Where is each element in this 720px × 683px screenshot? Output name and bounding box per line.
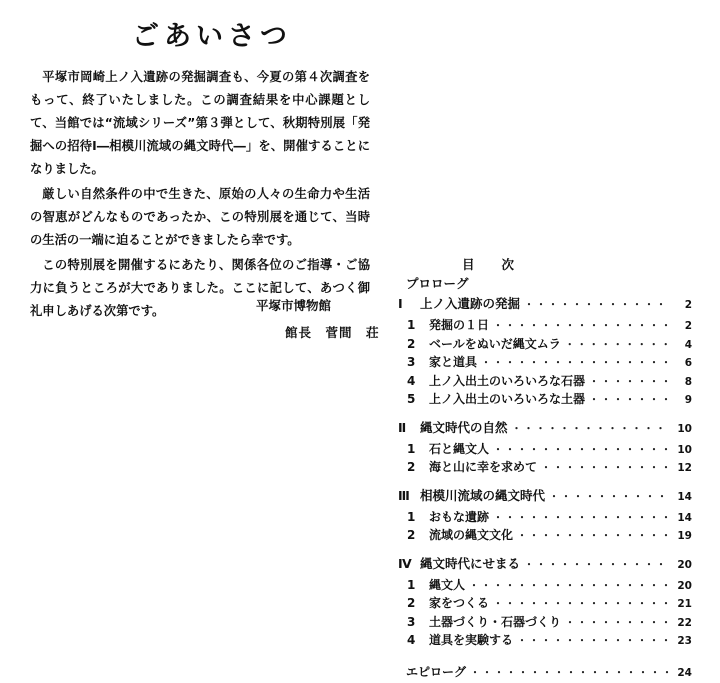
toc-chapter[interactable] — [398, 554, 692, 576]
toc-section[interactable] — [398, 613, 692, 632]
dot-leader — [493, 441, 671, 456]
toc-entry-number: 3 — [407, 355, 416, 369]
toc-entry-title: 上ノ入出土のいろいろな土器 — [429, 392, 586, 406]
toc-entry-title: 縄文人 — [429, 577, 466, 592]
dot-leader — [517, 632, 671, 647]
toc-entry-number: 2 — [407, 460, 416, 474]
toc-section[interactable] — [398, 440, 692, 459]
toc-entry-number: Ⅱ — [398, 419, 407, 435]
toc-entry-page: 10 — [677, 443, 692, 456]
toc-gap — [398, 409, 692, 418]
dot-leader — [512, 420, 671, 435]
toc-entry-number: Ⅰ — [398, 296, 403, 311]
toc-entries — [398, 274, 692, 683]
dot-leader — [517, 527, 671, 542]
toc-entry-page: 14 — [677, 490, 692, 503]
toc-entry-number: Ⅳ — [398, 555, 412, 571]
greeting-paragraph: この特別展を開催するにあたり、関係各位のご指導・ご協力に負うところが大でありました。ここに記して、あつく御礼申しあげる次第です。 — [30, 258, 370, 318]
toc-section[interactable] — [398, 353, 692, 372]
toc-entry-page: 8 — [684, 375, 692, 388]
dot-leader — [493, 509, 671, 524]
dot-leader — [549, 488, 671, 503]
toc-section[interactable] — [398, 594, 692, 613]
signature-person: 館長 菅間 荘 — [285, 325, 380, 340]
toc-entry-page: 21 — [677, 598, 692, 610]
toc-chapter[interactable] — [398, 486, 692, 508]
toc-entry-page: 19 — [677, 530, 692, 542]
dot-leader — [481, 354, 671, 369]
dot-leader — [493, 595, 671, 610]
toc-entry-number: 2 — [407, 336, 416, 351]
toc-entry-page: 14 — [677, 511, 692, 524]
toc-entry-title: エピローグ — [406, 664, 467, 679]
toc-entry-title: 縄文時代にせまる — [420, 555, 521, 571]
toc-section[interactable] — [398, 576, 692, 595]
toc-entry-title: おもな遺跡 — [429, 509, 490, 524]
toc-entry-title: 家と道具 — [429, 355, 478, 369]
toc-entry-title: 土器づくり・石器づくり — [429, 614, 562, 629]
dot-leader — [565, 336, 671, 351]
toc-entry-number: 1 — [407, 318, 416, 332]
toc-entry-title: 上ノ入遺跡の発掘 — [420, 296, 521, 311]
dot-leader — [493, 317, 671, 332]
toc-entry-title: 石と縄文人 — [429, 441, 490, 456]
toc-chapter[interactable] — [398, 418, 692, 440]
toc-entry-number: 4 — [407, 633, 416, 647]
toc-gap — [398, 650, 692, 659]
dot-leader — [524, 296, 671, 311]
greeting-paragraph: 平塚市岡崎上ノ入遺跡の発掘調査も、今夏の第４次調査をもって、終了いたしました。この調査結果を中心課題として、当館では“流域シリーズ”第３弾として、秋期特別展「発掘への招待Ⅰ―相模川流域の縄文時代―」を、開催することになりました。 — [30, 70, 370, 176]
dot-leader — [469, 577, 671, 592]
toc-entry-number: 2 — [407, 596, 416, 610]
toc-heading: 目次 — [462, 257, 542, 272]
toc-entry-page: 4 — [684, 338, 692, 351]
toc-entry-title: 流域の縄文文化 — [429, 528, 514, 542]
dot-leader — [589, 373, 671, 388]
toc-entry-title: 発掘の１日 — [429, 318, 490, 332]
toc-entry-page: 22 — [677, 616, 692, 629]
toc-section[interactable] — [398, 458, 692, 477]
toc-entry-page: 2 — [684, 299, 692, 311]
toc-chapter[interactable] — [398, 294, 692, 316]
signature-organization: 平塚市博物館 — [256, 298, 332, 313]
toc-section[interactable] — [398, 335, 692, 354]
toc-entry-number: 4 — [407, 373, 416, 388]
toc-entry-page: 9 — [684, 394, 692, 406]
dot-leader — [565, 614, 671, 629]
toc-entry-title: 相模川流域の縄文時代 — [420, 487, 546, 503]
toc-epilogue[interactable] — [398, 663, 692, 683]
dot-leader — [541, 459, 671, 474]
greeting-paragraph: 厳しい自然条件の中で生きた、原始の人々の生命力や生活の智恵がどんなものであったか、この特別展を通じて、当時の生活の一端に迫ることができましたら幸です。 — [30, 187, 370, 247]
toc-section[interactable] — [398, 372, 692, 391]
dot-leader — [589, 391, 671, 406]
toc-entry-page: 6 — [684, 357, 692, 369]
toc-entry-page: 23 — [677, 635, 692, 647]
toc-entry-number: 5 — [407, 392, 416, 406]
toc-entry-title: 上ノ入出土のいろいろな石器 — [429, 373, 586, 388]
greeting-title: ごあいさつ — [132, 21, 292, 52]
toc-section[interactable] — [398, 316, 692, 335]
toc-entry-title: 縄文時代の自然 — [420, 419, 508, 435]
signature — [256, 296, 380, 341]
toc-prologue[interactable] — [398, 274, 692, 294]
toc-section[interactable] — [398, 526, 692, 545]
dot-leader — [470, 664, 671, 679]
toc-entry-page: 20 — [677, 558, 692, 571]
toc-entry-title: 家をつくる — [429, 596, 490, 610]
toc-entry-page: 10 — [677, 422, 692, 435]
toc-entry-title: 海と山に幸を求めて — [429, 460, 538, 474]
toc-entry-page: 20 — [677, 579, 692, 592]
toc-entry-number: 1 — [407, 577, 416, 592]
toc-section[interactable] — [398, 631, 692, 650]
toc-entry-number: 3 — [407, 614, 416, 629]
dot-leader — [524, 556, 671, 571]
toc-gap — [398, 477, 692, 486]
toc-entry-number: 1 — [407, 509, 416, 524]
toc-entry-title: ベールをぬいだ縄文ムラ — [429, 336, 561, 351]
toc-entry-number: 2 — [407, 528, 416, 542]
toc-entry-number: 1 — [407, 441, 416, 456]
toc-entry-title: プロローグ — [406, 276, 469, 291]
toc-entry-page: 24 — [677, 666, 692, 679]
toc-section[interactable] — [398, 508, 692, 527]
toc-gap — [398, 545, 692, 554]
greeting-body — [30, 66, 370, 325]
toc-entry-page: 2 — [684, 320, 692, 332]
toc-section[interactable] — [398, 390, 692, 409]
toc-entry-number: Ⅲ — [398, 487, 410, 503]
toc-entry-title: 道具を実験する — [429, 633, 514, 647]
toc-entry-page: 12 — [677, 462, 692, 474]
